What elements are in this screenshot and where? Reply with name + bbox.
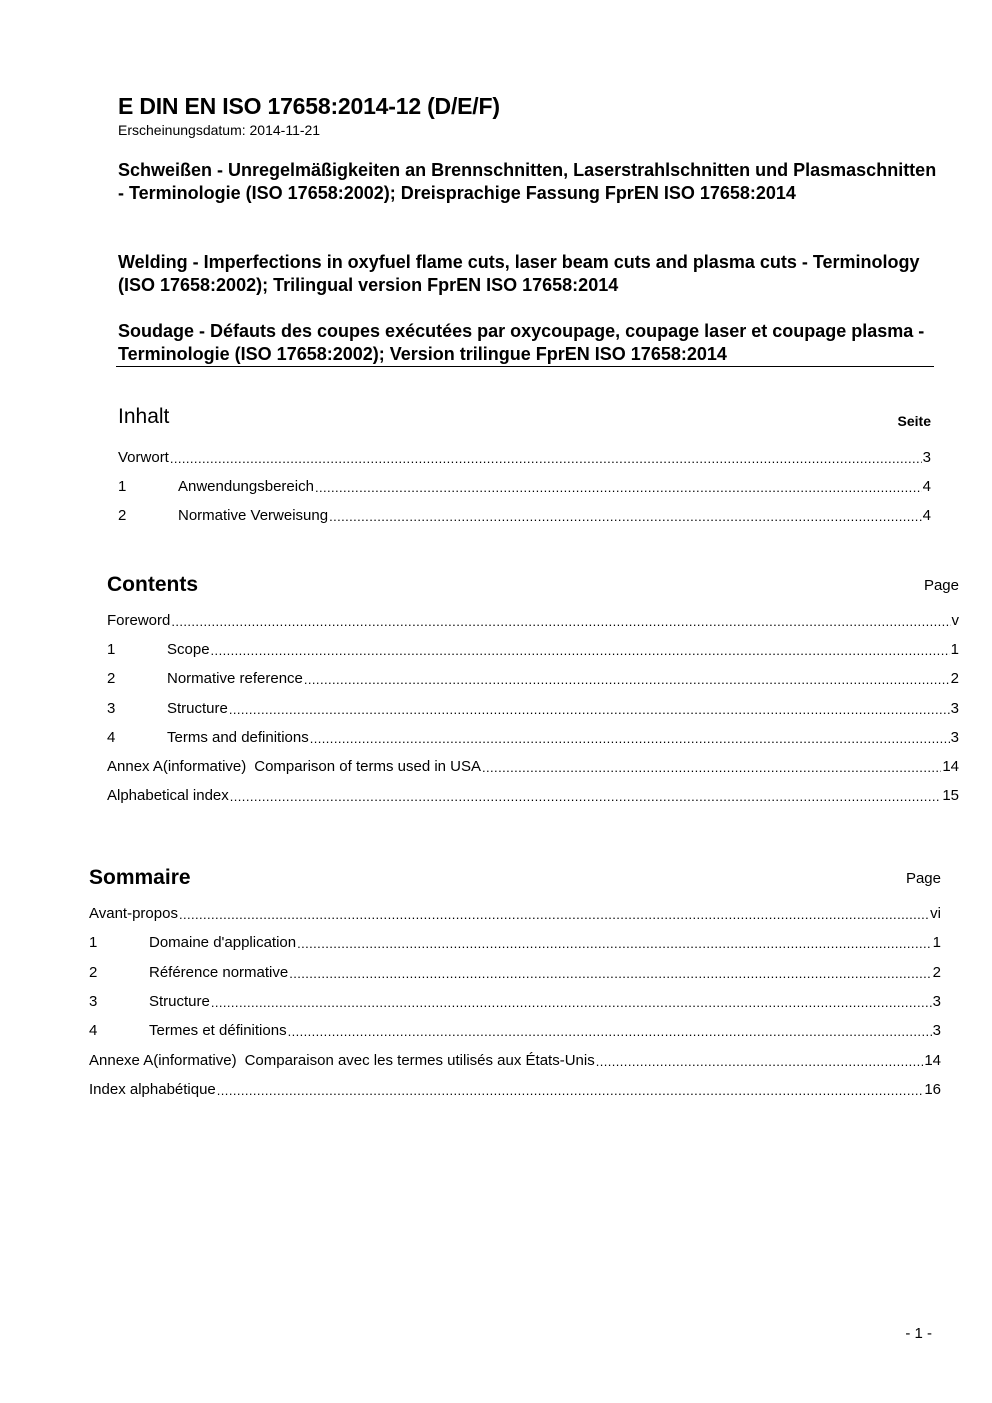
toc-entry-title: Comparison of terms used in USA bbox=[254, 758, 482, 775]
subject-german: Schweißen - Unregelmäßigkeiten an Brennschnitten, Laserstrahlschnitten und Plasmaschnitten - Terminologie (ISO 17658:2002); Dreisprachige Fassung FprEN ISO 17658:2014 bbox=[118, 160, 937, 203]
toc-entry-title: Termes et définitions bbox=[149, 1022, 287, 1040]
toc-dot-leader bbox=[170, 450, 922, 466]
toc-entry-page: 1 bbox=[950, 641, 959, 659]
toc-heading: Contents bbox=[107, 573, 198, 596]
toc-entry[interactable] bbox=[89, 1049, 941, 1069]
toc-entry-page: 16 bbox=[924, 1080, 941, 1098]
toc-entry-title: Index alphabétique bbox=[89, 1080, 216, 1098]
toc-entry-title: Scope bbox=[167, 641, 210, 659]
toc-entry-title: Structure bbox=[149, 992, 210, 1010]
toc-entry-number: 1 bbox=[89, 934, 98, 952]
toc-entry-title: Normative Verweisung bbox=[178, 507, 329, 524]
toc-entry[interactable] bbox=[89, 990, 941, 1010]
toc-entry[interactable] bbox=[107, 784, 959, 804]
toc-heading: Inhalt bbox=[118, 405, 170, 428]
toc-dot-leader bbox=[304, 671, 950, 687]
toc-entry-number: 4 bbox=[107, 728, 116, 746]
toc-entry-number: 3 bbox=[89, 992, 98, 1010]
toc-dot-leader bbox=[211, 642, 950, 658]
toc-entry-page: 1 bbox=[932, 934, 941, 952]
toc-entry-number: 1 bbox=[118, 478, 127, 495]
toc-annex-label: Annexe A bbox=[89, 1051, 154, 1069]
toc-entry-number: 1 bbox=[107, 641, 116, 659]
toc-dot-leader bbox=[211, 994, 932, 1010]
toc-entry-number: 3 bbox=[107, 699, 116, 717]
toc-dot-leader bbox=[310, 730, 950, 746]
toc-dot-leader bbox=[229, 701, 950, 717]
toc-entry[interactable] bbox=[107, 697, 959, 717]
header-divider bbox=[116, 366, 934, 367]
toc-annex-type: (informative) bbox=[153, 1051, 237, 1069]
toc-page-column-label: Page bbox=[905, 870, 941, 887]
toc-entry-title: Anwendungsbereich bbox=[178, 478, 314, 495]
toc-entry[interactable] bbox=[89, 902, 941, 922]
toc-annex-type: (informative) bbox=[162, 758, 247, 775]
toc-entry-number: 4 bbox=[89, 1022, 98, 1040]
toc-dot-leader bbox=[230, 788, 942, 804]
toc-entry-page: 3 bbox=[950, 728, 959, 746]
toc-entry[interactable] bbox=[107, 667, 959, 687]
toc-dot-leader bbox=[171, 613, 950, 629]
toc-entry[interactable] bbox=[118, 504, 931, 524]
toc-entry-title: Normative reference bbox=[167, 670, 303, 688]
subject-english: Welding - Imperfections in oxyfuel flame cuts, laser beam cuts and plasma cuts - Terminology (ISO 17658:2002); Trilingual version FprEN ISO 17658:2014 bbox=[118, 252, 920, 295]
toc-entry-title: Avant-propos bbox=[89, 905, 178, 922]
toc-annex-label: Annex A bbox=[107, 758, 163, 775]
toc-entry[interactable] bbox=[107, 755, 959, 775]
toc-entry[interactable] bbox=[89, 1078, 941, 1098]
toc-entry-number: 2 bbox=[118, 507, 127, 524]
toc-entry-number: 2 bbox=[89, 963, 98, 981]
toc-heading: Sommaire bbox=[89, 866, 191, 889]
toc-entry-page: v bbox=[951, 612, 959, 629]
toc-entry-number: 2 bbox=[107, 670, 116, 688]
toc-entry[interactable] bbox=[107, 638, 959, 658]
toc-entry-title: Comparaison avec les termes utilisés aux États-Unis bbox=[244, 1051, 595, 1069]
toc-dot-leader bbox=[289, 965, 931, 981]
toc-dot-leader bbox=[217, 1082, 924, 1098]
toc-entry-page: 3 bbox=[932, 992, 941, 1010]
toc-entry[interactable] bbox=[107, 726, 959, 746]
toc-dot-leader bbox=[288, 1023, 932, 1039]
toc-entry-page: 2 bbox=[950, 670, 959, 688]
toc-entry-title: Alphabetical index bbox=[107, 787, 229, 805]
toc-dot-leader bbox=[179, 906, 929, 922]
toc-entry[interactable] bbox=[107, 609, 959, 629]
toc-entry[interactable] bbox=[89, 961, 941, 981]
toc-entry-page: 14 bbox=[924, 1051, 941, 1069]
toc-page-column-label: Page bbox=[923, 577, 959, 594]
toc-entry-page: 4 bbox=[922, 478, 931, 495]
toc-dot-leader bbox=[596, 1053, 924, 1069]
toc-page-column-label: Seite bbox=[897, 413, 931, 429]
toc-entry-page: 15 bbox=[942, 787, 959, 805]
toc-entry-title: Référence normative bbox=[149, 963, 289, 981]
subject-french: Soudage - Défauts des coupes exécutées par oxycoupage, coupage laser et coupage plasma - Terminologie (ISO 17658:2002); Version trilingue FprEN ISO 17658:2014 bbox=[118, 321, 925, 364]
toc-entry-title: Domaine d'application bbox=[149, 934, 297, 952]
toc-dot-leader bbox=[482, 759, 941, 775]
toc-entry-page: 2 bbox=[932, 963, 941, 981]
toc-entry[interactable] bbox=[118, 446, 931, 466]
toc-entry-page: 3 bbox=[922, 449, 931, 466]
toc-entry-title: Structure bbox=[167, 699, 228, 717]
toc-entry-title: Foreword bbox=[107, 612, 171, 629]
document-title: E DIN EN ISO 17658:2014-12 (D/E/F) bbox=[118, 93, 500, 119]
toc-entry-page: 14 bbox=[942, 758, 959, 775]
page-number: - 1 - bbox=[905, 1325, 932, 1342]
toc-dot-leader bbox=[297, 935, 932, 951]
toc-dot-leader bbox=[329, 508, 922, 524]
toc-dot-leader bbox=[315, 479, 922, 495]
publication-date: Erscheinungsdatum: 2014-11-21 bbox=[118, 122, 321, 138]
toc-entry-page: 4 bbox=[922, 507, 931, 524]
toc-entry[interactable] bbox=[89, 931, 941, 951]
toc-entry[interactable] bbox=[89, 1019, 941, 1039]
toc-entry-title: Terms and definitions bbox=[167, 728, 309, 746]
toc-entry-page: 3 bbox=[932, 1022, 941, 1040]
toc-entry-title: Vorwort bbox=[118, 449, 169, 466]
toc-entry-page: 3 bbox=[950, 699, 959, 717]
toc-entry[interactable] bbox=[118, 475, 931, 495]
toc-entry-page: vi bbox=[930, 905, 941, 922]
